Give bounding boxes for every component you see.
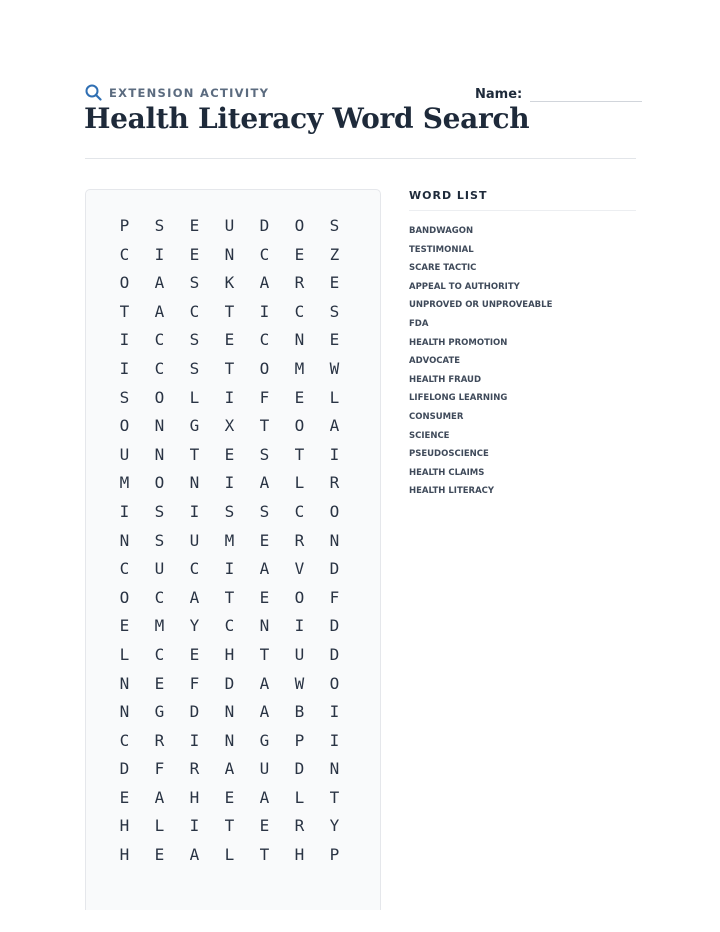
word-list-item: ADVOCATE [409,356,461,367]
grid-cell[interactable]: N [154,444,165,464]
grid-cell[interactable]: K [224,273,235,293]
grid-cell[interactable]: E [189,216,200,235]
grid-cell[interactable]: S [154,530,165,550]
name-label: Name: [475,87,523,102]
header-divider [85,158,636,159]
grid-cell[interactable]: A [259,273,270,293]
grid-cell[interactable]: C [119,244,130,264]
grid-cell[interactable]: A [329,416,340,436]
grid-cell[interactable]: S [119,387,130,407]
name-block [475,85,642,102]
grid-cell[interactable]: O [119,273,130,293]
grid-cell[interactable]: M [154,616,165,636]
name-input-line[interactable] [530,85,642,102]
word-list-item: APPEAL TO AUTHORITY [409,281,520,292]
grid-cell[interactable]: E [189,644,200,664]
grid-cell[interactable]: A [259,702,270,722]
grid-cell[interactable]: D [119,759,130,779]
grid-cell[interactable]: S [189,330,200,350]
word-list-item: HEALTH LITERACY [409,486,495,497]
grid-cell[interactable]: T [294,444,305,464]
grid-cell[interactable]: N [329,759,340,779]
grid-cell[interactable]: A [259,787,270,807]
grid-cell[interactable]: N [154,416,165,436]
grid-cell[interactable]: Z [329,244,340,264]
grid-cell[interactable]: N [224,702,235,722]
word-list-item: FDA [409,318,429,329]
grid-cell[interactable]: U [294,644,305,664]
grid-cell[interactable]: E [119,616,130,636]
grid-cell[interactable]: E [259,587,270,607]
grid-cell[interactable]: I [189,816,200,836]
grid-cell[interactable]: I [329,444,340,464]
grid-cell[interactable]: A [189,587,200,607]
grid-cell[interactable]: A [259,473,270,493]
grid-cell[interactable]: C [154,358,165,378]
grid-cell[interactable]: E [224,787,235,807]
grid-cell[interactable]: Y [189,616,200,636]
grid-cell[interactable]: I [329,702,340,722]
grid-cell[interactable]: S [259,501,270,521]
grid-cell[interactable]: I [329,730,340,750]
grid-cell[interactable]: A [224,759,235,779]
grid-cell[interactable]: O [294,587,305,607]
grid-cell[interactable]: M [119,473,130,493]
grid-cell[interactable]: L [329,387,340,407]
grid-cell[interactable]: T [329,787,340,807]
grid-cell[interactable]: E [259,816,270,836]
word-list-item: LIFELONG LEARNING [409,393,508,404]
grid-cell[interactable]: I [119,501,130,521]
grid-cell[interactable]: E [294,244,305,264]
grid-cell[interactable]: O [329,501,340,521]
grid-cell[interactable]: C [189,559,200,579]
grid-cell[interactable]: I [154,244,165,264]
grid-cell[interactable]: T [119,301,130,321]
grid-cell[interactable]: N [119,530,130,550]
grid-cell[interactable]: S [189,273,200,293]
page-title: Health Literacy Word Search [84,102,530,135]
word-search-panel [85,189,381,910]
grid-cell[interactable]: C [294,501,305,521]
grid-cell[interactable]: D [329,644,340,664]
grid-cell[interactable]: E [154,845,165,865]
grid-cell[interactable]: O [294,216,305,235]
grid-cell[interactable]: L [154,816,165,836]
grid-cell[interactable]: T [224,816,235,836]
word-list-item: HEALTH FRAUD [409,374,482,385]
grid-cell[interactable]: N [224,730,235,750]
grid-cell[interactable]: B [294,702,305,722]
grid-cell[interactable]: O [329,673,340,693]
grid-cell[interactable]: D [329,559,340,579]
grid-cell[interactable]: C [294,301,305,321]
grid-cell[interactable]: T [259,644,270,664]
word-list-item: SCIENCE [409,430,450,441]
grid-cell[interactable]: U [119,444,130,464]
grid-cell[interactable]: R [294,816,305,836]
grid-cell[interactable]: G [189,416,200,436]
search-icon [85,84,102,101]
grid-cell[interactable]: N [259,616,270,636]
grid-cell[interactable]: U [154,559,165,579]
word-list-item: CONSUMER [409,411,464,422]
grid-cell[interactable]: D [224,673,235,693]
grid-cell[interactable]: A [189,845,200,865]
grid-cell[interactable]: T [259,416,270,436]
grid-cell[interactable]: L [189,387,200,407]
grid-cell[interactable]: R [189,759,200,779]
grid-cell[interactable]: I [294,616,305,636]
grid-cell[interactable]: F [259,387,270,407]
word-list-heading: WORD LIST [409,189,488,202]
grid-cell[interactable]: O [154,387,165,407]
grid-cell[interactable]: I [119,358,130,378]
grid-cell[interactable]: E [154,673,165,693]
grid-cell[interactable]: A [154,273,165,293]
grid-cell[interactable]: L [294,787,305,807]
grid-cell[interactable]: T [224,301,235,321]
grid-cell[interactable]: O [154,473,165,493]
grid-cell[interactable]: D [294,759,305,779]
grid-cell[interactable]: U [259,759,270,779]
grid-cell[interactable]: C [224,616,235,636]
grid-cell[interactable]: I [224,559,235,579]
grid-cell[interactable]: F [154,759,165,779]
activity-eyebrow [85,84,269,101]
grid-cell[interactable]: E [189,244,200,264]
grid-cell[interactable]: Y [329,816,340,836]
grid-cell[interactable]: T [259,845,270,865]
grid-cell[interactable]: F [189,673,200,693]
grid-cell[interactable]: D [259,216,270,235]
grid-cell[interactable]: E [329,273,340,293]
word-list-divider [409,210,636,211]
grid-cell[interactable]: U [224,216,235,235]
grid-cell[interactable]: C [259,330,270,350]
word-list-item: HEALTH CLAIMS [409,467,485,478]
eyebrow-label: EXTENSION ACTIVITY [109,85,270,100]
grid-cell[interactable]: A [259,559,270,579]
grid-cell[interactable]: T [189,444,200,464]
grid-cell[interactable]: N [294,330,305,350]
grid-cell[interactable]: E [259,530,270,550]
grid-cell[interactable]: S [154,501,165,521]
grid-cell[interactable]: S [329,301,340,321]
grid-cell[interactable]: F [329,587,340,607]
grid-cell[interactable]: N [329,530,340,550]
grid-cell[interactable]: R [329,473,340,493]
grid-cell[interactable]: E [224,330,235,350]
grid-cell[interactable]: R [294,530,305,550]
word-list-item: UNPROVED OR UNPROVEABLE [409,300,553,311]
grid-cell[interactable]: X [224,416,235,436]
grid-cell[interactable]: G [154,702,165,722]
grid-cell[interactable]: O [119,416,130,436]
grid-cell[interactable]: N [189,473,200,493]
grid-cell[interactable]: C [154,330,165,350]
grid-cell[interactable]: N [119,702,130,722]
grid-cell[interactable]: D [329,616,340,636]
grid-cell[interactable]: C [154,587,165,607]
word-list [409,222,552,501]
grid-cell[interactable]: W [294,673,305,693]
grid-cell[interactable]: S [259,444,270,464]
grid-cell[interactable]: C [259,244,270,264]
grid-cell[interactable]: M [224,530,235,550]
grid-cell[interactable]: O [294,416,305,436]
word-list-item: PSEUDOSCIENCE [409,449,489,460]
word-list-item: HEALTH PROMOTION [409,337,508,348]
grid-cell[interactable]: R [154,730,165,750]
grid-cell[interactable]: T [224,358,235,378]
grid-cell[interactable]: H [119,816,130,836]
grid-cell[interactable]: E [119,787,130,807]
grid-cell[interactable]: C [154,644,165,664]
grid-cell[interactable]: I [224,473,235,493]
grid-cell[interactable]: S [224,501,235,521]
grid-cell[interactable]: I [189,730,200,750]
grid-cell[interactable]: C [189,301,200,321]
grid-cell[interactable]: V [294,559,305,579]
grid-cell[interactable]: A [154,301,165,321]
grid-cell[interactable]: H [294,845,305,865]
grid-cell[interactable]: R [294,273,305,293]
grid-cell[interactable]: D [189,702,200,722]
grid-cell[interactable]: U [189,530,200,550]
grid-cell[interactable]: I [224,387,235,407]
grid-cell[interactable]: G [259,730,270,750]
grid-cell[interactable]: S [154,216,165,235]
grid-cell[interactable]: N [119,673,130,693]
grid-cell[interactable]: W [329,358,340,378]
grid-cell[interactable]: L [224,845,235,865]
grid-cell[interactable]: C [119,559,130,579]
word-list-item: BANDWAGON [409,226,474,236]
grid-cell[interactable]: I [259,301,270,321]
grid-cell[interactable]: E [224,444,235,464]
grid-cell[interactable]: E [294,387,305,407]
grid-cell[interactable]: L [294,473,305,493]
grid-cell[interactable]: I [119,330,130,350]
grid-cell[interactable]: C [119,730,130,750]
grid-cell[interactable]: N [224,244,235,264]
grid-cell[interactable]: S [189,358,200,378]
grid-cell[interactable]: P [294,730,305,750]
letter-grid [107,212,352,870]
grid-cell[interactable]: P [119,216,130,235]
grid-cell[interactable]: L [119,644,130,664]
grid-cell[interactable]: H [224,644,235,664]
grid-cell[interactable]: O [119,587,130,607]
grid-cell[interactable]: I [189,501,200,521]
grid-cell[interactable]: A [259,673,270,693]
word-list-item: TESTIMONIAL [409,244,474,255]
grid-cell[interactable]: S [329,216,340,235]
grid-cell[interactable]: H [189,787,200,807]
word-list-item: SCARE TACTIC [409,263,477,274]
grid-cell[interactable]: H [119,845,130,865]
grid-cell[interactable]: O [259,358,270,378]
grid-cell[interactable]: M [294,358,305,378]
grid-cell[interactable]: P [329,845,340,865]
grid-cell[interactable]: E [329,330,340,350]
grid-cell[interactable]: T [224,587,235,607]
grid-cell[interactable]: A [154,787,165,807]
